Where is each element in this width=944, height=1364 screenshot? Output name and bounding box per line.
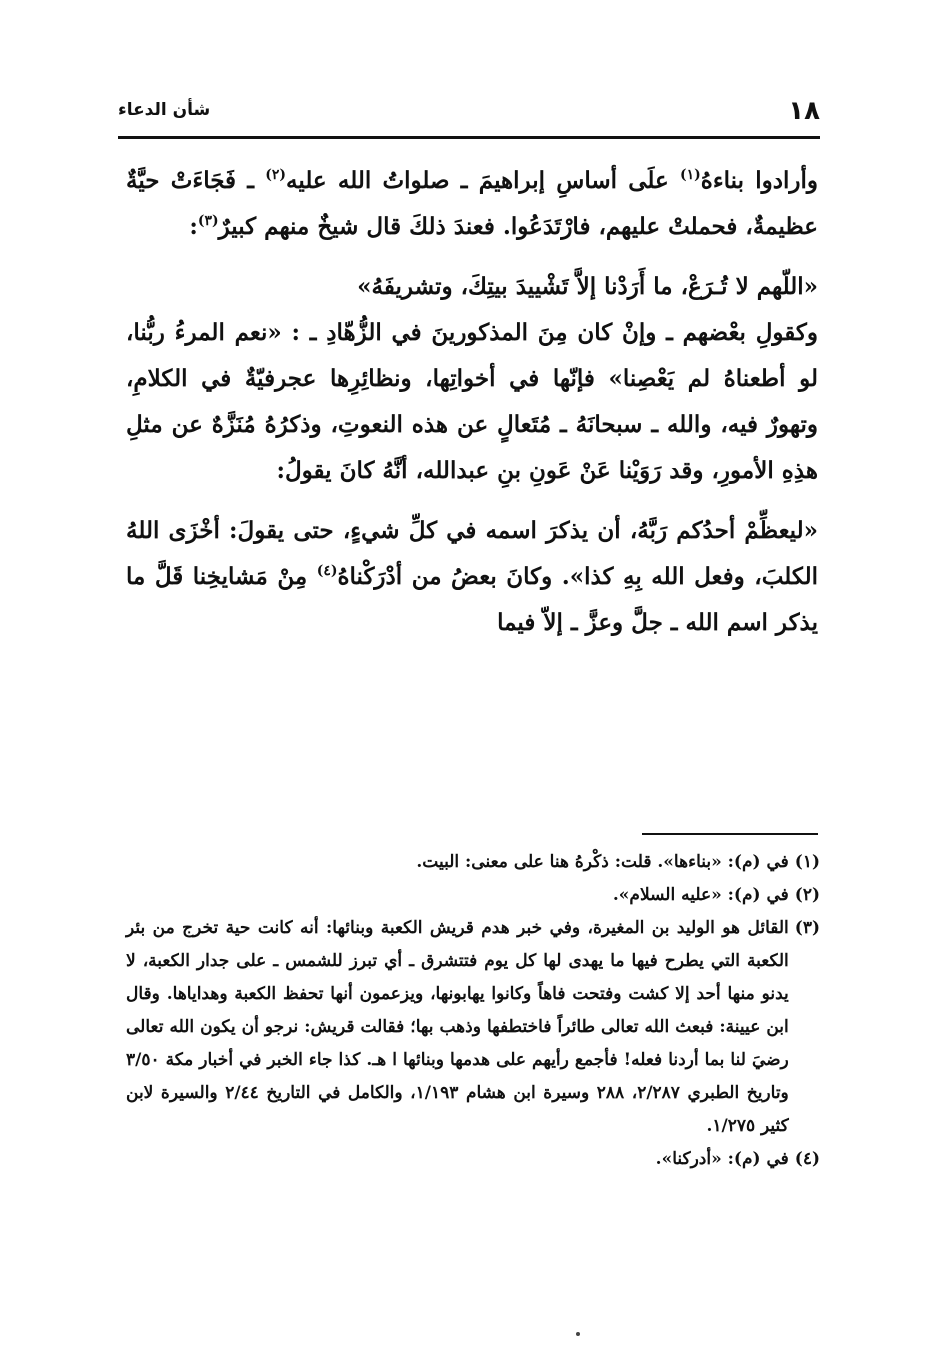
footnote-text: في (م): «بناءها». قلت: ذكْرهُ هنا على معنى: البيت. [416,852,789,872]
paragraph-1-part-d: : [189,213,198,240]
paragraph-1 [126,158,818,250]
paragraph-1-part-b: علَى أساسِ إبراهيمَ ـ صلواتُ الله عليه [286,167,680,194]
footnote-number: (٣) [794,918,820,938]
main-text [126,158,818,646]
footnote-4 [126,1143,820,1176]
footnote-number: (١) [794,852,820,872]
footnote-3 [126,912,820,1143]
paragraph-2: وكقولِ بعْضهم ـ وإنْ كان مِنَ المذكورينَ في الزُّهّادِ ـ : «نعم المرءُ ربُّنا، لو أطعناهُ لم يَعْصِنا» فإنّها في أخواتِها، ونظائِرِها عجرفيّةٌ في الكلامِ، وتهورٌ فيه، والله ـ سبحانَهُ ـ مُتَعالٍ عن هذه النعوتِ، وذكرُهُ مُنَزَّهٌ عن مثلِ هذِهِ الأمورِ، وقد رَوَيْنا عَنْ عَونِ بنِ عبدالله، أنَّهُ كانَ يقولُ: [126,319,818,484]
footnote-ref-2: (٢) [265,167,287,183]
running-title: شأن الدعاء [118,100,211,120]
footnote-number: (٤) [794,1149,820,1169]
footnote-separator [642,833,818,835]
footnotes [126,846,820,1176]
footnote-2 [126,879,820,912]
footnote-ref-3: (٣) [197,213,219,229]
quote-2-part-b: مِنْ مَشايخِنا قَلَّ ما يذكر اسم الله ـ جلَّ وعزَّ ـ إلاّ فيما [126,563,818,636]
page-speck [576,1332,580,1336]
footnote-ref-4: (٤) [316,563,338,579]
paragraph-1-part-a: وأرادوا بناءهُ [700,167,818,194]
footnote-text: القائل هو الوليد بن المغيرة، وفي خبر هدم قريش الكعبة وبنائها: أنه كانت حية تخرج من بئر الكعبة التي يطرح فيها ما يهدى لها كل يوم فتتشرق ـ أي تبرز للشمس ـ على جدار الكعبة، لا يدنو منها أحد إلا كشت وفتحت فاهاً وكانوا يهابونها، ويزعمون أنها تحفظ الكعبة وهداياها. وقال ابن عيينة: فبعث الله تعالى طائراً فاختطفها وذهب بها؛ فقالت قريش: نرجو أن يكون الله تعالى رضيَ لنا بما أردنا فعله! فأجمع رأيهم على هدمها وبنائها ا هـ. كذا جاء الخبر في أخبار مكة ٣/٥٠ وتاريخ الطبري ٢/٢٨٧، ٢٨٨ وسيرة ابن هشام ١/١٩٣، والكامل في التاريخ ٢/٤٤ والسيرة لابن كثير ١/٢٧٥. [126,918,789,1136]
quote-2 [126,508,818,646]
page-number: ١٨ [788,96,820,126]
paragraph-1-part-c: ـ فَجَاءَتْ حيَّةٌ عظيمةٌ، فحملتْ عليهم، فارْتَدَعُوا. فعندَ ذلكَ قال شيخٌ منهم كبيرٌ [126,167,818,240]
footnote-1 [126,846,820,879]
running-header [118,96,820,136]
header-rule [118,136,820,139]
footnote-number: (٢) [794,885,820,905]
quote-1: «اللّهم لا تُـرَعْ، ما أَرَدْنا إلاَّ تَشْييدَ بيتِكَ، وتشريفَهُ» [357,273,818,300]
quote-2-part-a: «ليعظِّمْ أحدُكم رَبَّهُ، أن يذكرَ اسمه في كلِّ شيءٍ، حتى يقولَ: أخْزَى اللهُ الكلبَ، وفعل الله بِهِ كذا». وكانَ بعضُ من أدْرَكْناهُ [126,517,819,590]
footnote-text: في (م): «عليه السلام». [612,885,789,905]
footnote-ref-1: (١) [680,167,701,183]
footnote-text: في (م): «أدركنا». [655,1149,789,1169]
